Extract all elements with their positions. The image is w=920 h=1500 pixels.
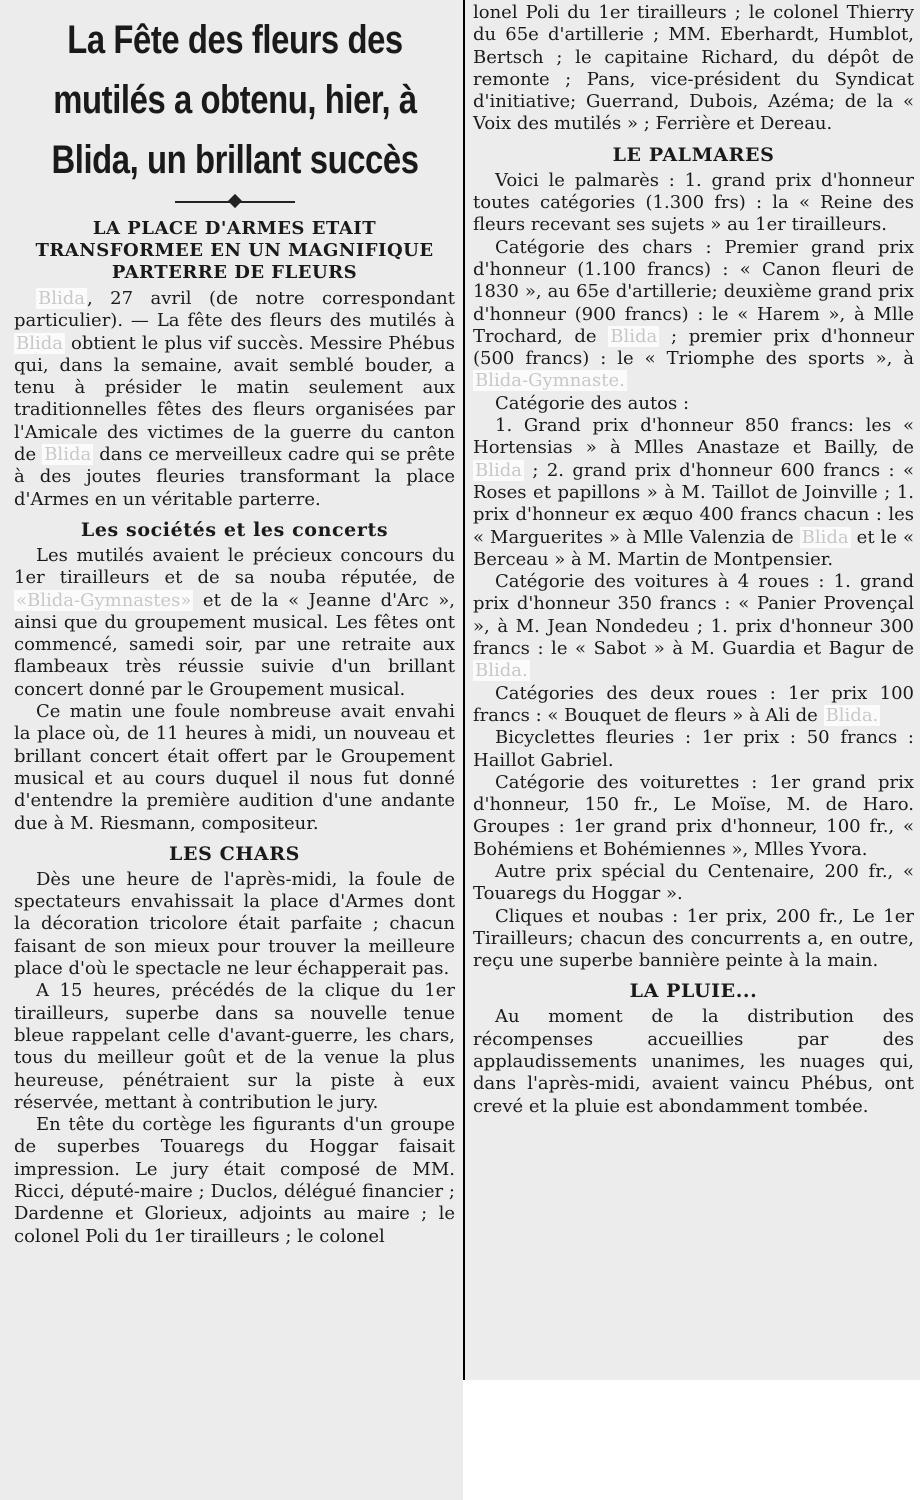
paragraph: Dès une heure de l'après-midi, la foule de spectateurs envahissait la place d'Armes dont la décoration tricolore était parfaite ; chacun faisant de son mieux pour trouver la meilleure place d'où le spectacle ne leur échapperait pas. (14, 868, 455, 980)
paragraph: En tête du cortège les figurants d'un groupe de superbes Touaregs du Hoggar faisait impression. Le jury était composé de MM. Ricci, député-maire ; Duclos, délégué financier ; Dardenne et Glorieux, adjoints au maire ; le colonel Poli du 1er tirailleurs ; le colonel (14, 1114, 455, 1247)
text-run: dans ce merveilleux cadre qui se prête à des joutes fleuries transformant la place d'Armes en un véritable parterre. (14, 444, 455, 510)
text-run: ; premier prix d'honneur (500 francs) : le « Triomphe des sports », à (473, 325, 914, 370)
text-run: et le « Berceau » à M. Martin de Montpensier. (473, 526, 914, 570)
place-name: Blida. (825, 704, 879, 726)
place-name: Blida. (475, 660, 528, 682)
ornament-diamond-icon (227, 194, 241, 208)
article-title: La Fête des fleurs des mutilés a obtenu, hier, à Blida, un brillant succès (50, 18, 419, 182)
place-name: Blida (16, 332, 63, 354)
section-heading-palmares: LE PALMARES (612, 143, 775, 166)
text-run: Catégories des deux roues : 1er prix 100 francs : « Bouquet de fleurs » à Ali de (473, 682, 914, 726)
paragraph-continued: lonel Poli du 1er tirailleurs ; le colonel Thierry du 65e d'artillerie ; MM. Eberhardt, Humblot, Bertsch ; le capitaine Richard, du dépôt de remonte ; Pans, vice-président du Syndicat d'initiative; Guerrand, Dubois, Azéma; de la « Voix des mutilés » ; Ferrière et Dereau. (473, 2, 914, 135)
paragraph: Bicyclettes fleuries : 1er prix : 50 francs : Haillot Gabriel. (473, 727, 914, 771)
text-run: ; 2. grand prix d'honneur 600 francs : « Roses et papillons » à M. Taillot de Joinville ; 1. prix d'honneur ex æquo 400 francs chacun : les « Marguerites » à Mlle Valenzia de (473, 459, 914, 548)
text-run: Catégorie des voitures à 4 roues : 1. grand prix d'honneur 350 francs : « Panier Provençal », à M. Jean Nondedeu ; 1. prix d'honneur 300 francs : le « Sabot » à M. Guardia et Bagur de (473, 571, 914, 660)
text-run: Catégorie des chars : Premier grand prix d'honneur (1.100 francs) : « Canon fleuri de 1830 », au 65e d'artillerie; deuxième grand prix d'honneur (900 francs) : le « Harem », à Mlle Trochard, de (473, 236, 914, 347)
text-run: , 27 avril (de notre correspondant particulier). — La fête des fleurs des mutilés à (14, 288, 455, 332)
paragraph: Cliques et noubas : 1er prix, 200 fr., Le 1er Tirailleurs; chacun des concurrents a, en outre, reçu une superbe bannière peinte à la main. (473, 905, 914, 972)
paragraph (473, 683, 914, 728)
club-name: Blida-Gymnaste. (475, 370, 625, 392)
section-heading-pluie: LA PLUIE... (629, 980, 758, 1003)
paragraph (473, 571, 914, 682)
paragraph (14, 545, 455, 701)
section-heading-chars: LES CHARS (169, 842, 300, 865)
paragraph-dateline (14, 288, 455, 511)
title-ornament (175, 196, 295, 208)
paragraph: Autre prix spécial du Centenaire, 200 fr., « Touaregs du Hoggar ». (473, 860, 914, 905)
text-run: obtient le plus vif succès. Messire Phébus qui, dans la semaine, avait semblé bouder, a tenu à présider le matin seulement aux traditionnelles fêtes des fleurs organisées par l'Amicale des victimes de la guerre du canton de (14, 332, 455, 466)
paragraph: Voici le palmarès : 1. grand prix d'honneur toutes catégories (1.300 frs) : la « Reine des fleurs recevant ses sujets » au 1er tirailleurs. (473, 169, 914, 236)
blank-area (463, 1380, 920, 1500)
paragraph: Catégorie des voiturettes : 1er grand prix d'honneur, 150 fr., Le Moïse, M. de Haro. Groupes : 1er grand prix d'honneur, 100 fr., « Bohémiens et Bohémiennes », Mlles Yvora. (473, 771, 914, 860)
paragraph: Catégorie des autos : (495, 392, 690, 414)
paragraph (473, 237, 914, 393)
place-name: Blida (475, 459, 522, 481)
place-name: Blida (801, 526, 849, 548)
text-run: Les mutilés avaient le précieux concours du 1er tirailleurs et de sa nouba réputée, de (14, 544, 455, 589)
paragraph: A 15 heures, précédés de la clique du 1er tirailleurs, superbe dans sa nouvelle tenue bleue rappelant celle d'avant-guerre, les chars, tous du meilleur goût et de la venue la plus heureuse, pénétraient sur la piste à eux réservée, mettant à contribution le jury. (14, 980, 455, 1113)
right-column (463, 0, 920, 1380)
text-run: et de la « Jeanne d'Arc », ainsi que du groupement musical. Les fêtes ont commencé, samedi soir, par une retraite aux flambeaux très réussie suivie d'un brillant concert donné par le Groupement musical. (14, 589, 455, 700)
place-name: Blida (38, 288, 85, 309)
article-subheading: LA PLACE D'ARMES ETAIT TRANSFORMEE EN UN MAGNIFIQUE PARTERRE DE FLEURS (35, 218, 434, 283)
place-name: Blida (610, 325, 658, 347)
place-name: Blida (44, 444, 92, 466)
section-heading-societes: Les sociétés et les concerts (80, 518, 389, 541)
paragraph (473, 415, 914, 571)
club-name: «Blida-Gymnastes» (16, 589, 192, 611)
paragraph: Au moment de la distribution des récompenses accueillies par des applaudissements unanimes, les nuages qui, dans l'après-midi, avaient vaincu Phébus, ont crevé et la pluie est abondamment tombée. (473, 1006, 914, 1117)
paragraph: Ce matin une foule nombreuse avait envahi la place où, de 11 heures à midi, un nouveau et brillant concert était offert par le Groupement musical et au cours duquel il nous fut donné d'entendre la première audition d'une andante due à M. Riesmann, compositeur. (14, 701, 455, 834)
text-run: 1. Grand prix d'honneur 850 francs: les « Hortensias » à Mlles Anastaze et Bailly, de (473, 415, 914, 459)
